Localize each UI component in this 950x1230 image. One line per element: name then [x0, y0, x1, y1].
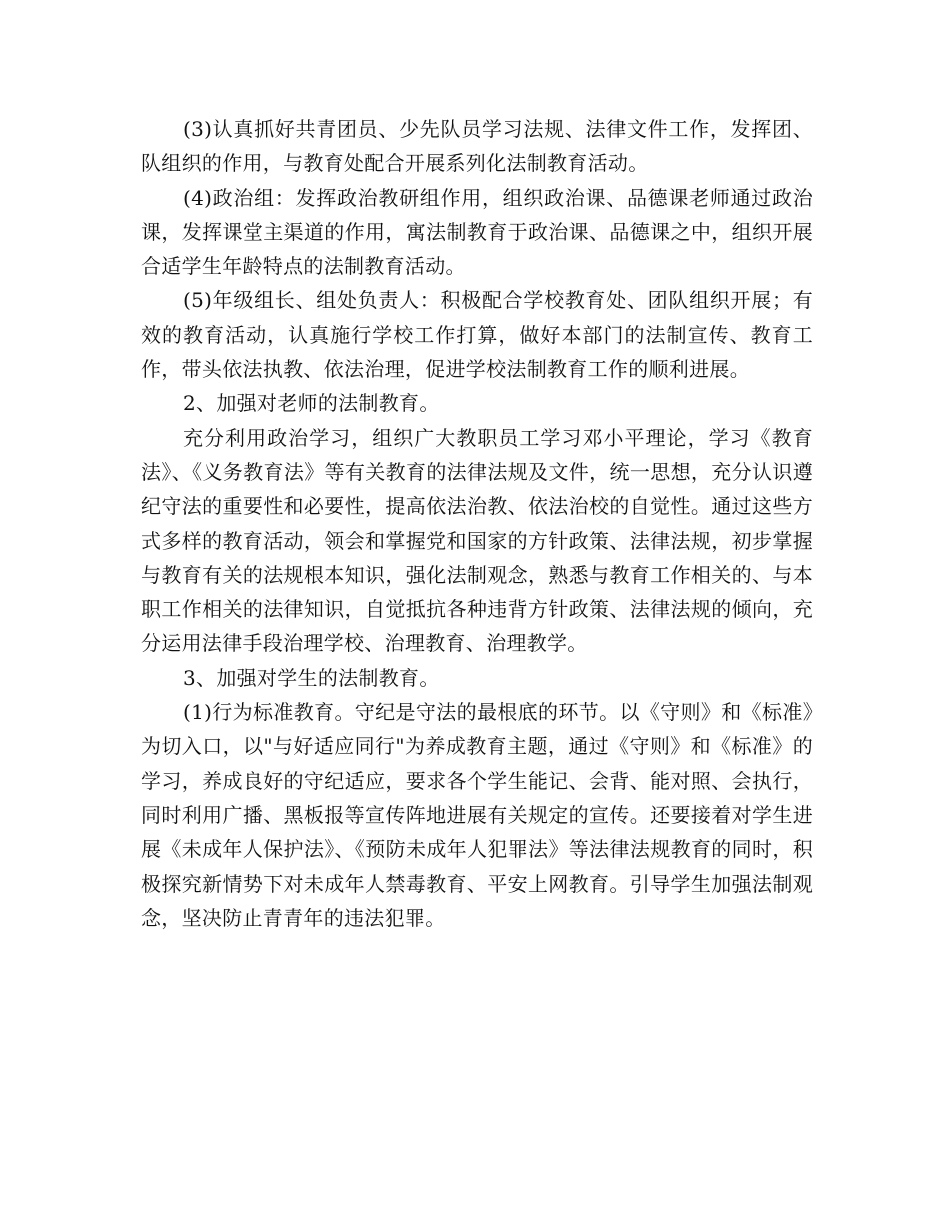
paragraph-politics-group: (4)政治组：发挥政治教研组作用，组织政治课、品德课老师通过政治课，发挥课堂主渠道的作用，寓法制教育于政治课、品德课之中，组织开展合适学生年龄特点的法制教育活动。 [141, 185, 813, 279]
heading-student-education: 3、加强对学生的法制教育。 [183, 665, 440, 690]
heading-teacher-education: 2、加强对老师的法制教育。 [183, 391, 440, 416]
paragraph-behavior-standards: (1)行为标准教育。守纪是守法的最根底的环节。以《守则》和《标准》为切入口，以"与好适应同行"为养成教育主题，通过《守则》和《标准》的学习，养成良好的守纪适应，要求各个学生能记、会背、能对照、会执行，同时利用广播、黑板报等宣传阵地进展有关规定的宣传。还要接着对学生进展《未成年人保护法》、《预防未成年人犯罪法》等法律法规教育的同时，积极探究新情势下对未成年人禁毒教育、平安上网教育。引导学生加强法制观念，坚决防止青青年的违法犯罪。 [141, 700, 813, 930]
document-body [141, 112, 813, 935]
paragraph-league-team-work: (3)认真抓好共青团员、少先队员学习法规、法律文件工作，发挥团、队组织的作用，与教育处配合开展系列化法制教育活动。 [141, 117, 813, 176]
paragraph-teacher-education: 充分利用政治学习，组织广大教职员工学习邓小平理论，学习《教育法》、《义务教育法》等有关教育的法律法规及文件，统一思想，充分认识遵纪守法的重要性和必要性，提高依法治教、依法治校的自觉性。通过这些方式多样的教育活动，领会和掌握党和国家的方针政策、法律法规，初步掌握与教育有关的法规根本知识，强化法制观念，熟悉与教育工作相关的、与本职工作相关的法律知识，自觉抵抗各种违背方针政策、法律法规的倾向，充分运用法律手段治理学校、治理教育、治理教学。 [141, 425, 813, 656]
paragraph-grade-leaders: (5)年级组长、组处负责人：积极配合学校教育处、团队组织开展；有效的教育活动，认真施行学校工作打算，做好本部门的法制宣传、教育工作，带头依法执教、依法治理，促进学校法制教育工作的顺利进展。 [141, 288, 813, 382]
